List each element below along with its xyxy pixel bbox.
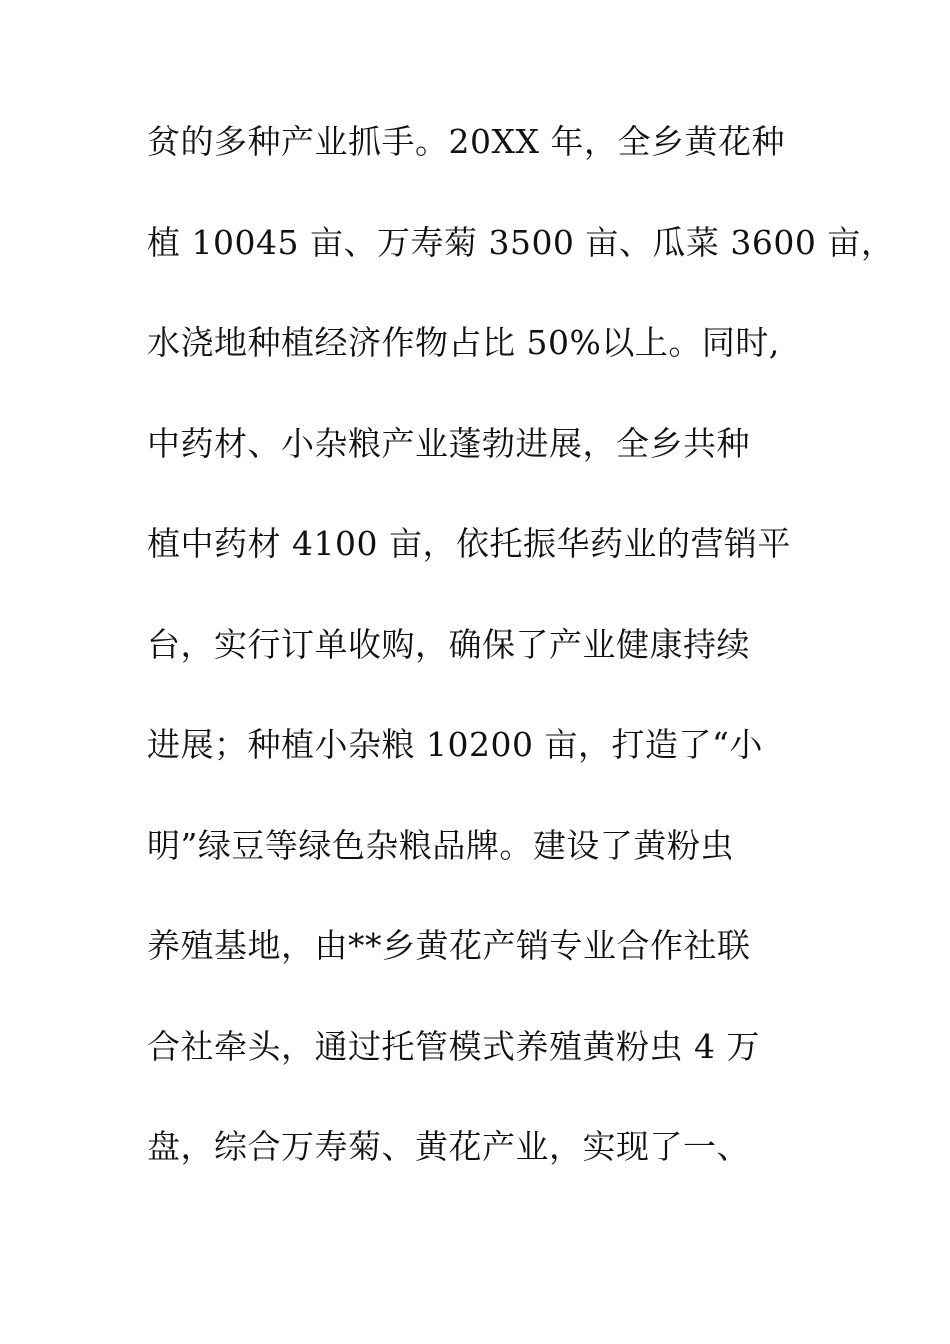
text-line-8: 明”绿豆等绿色杂粮品牌。建设了黄粉虫: [147, 825, 734, 865]
text-line-1: 贫的多种产业抓手。20XX 年，全乡黄花种: [147, 122, 785, 161]
body-text: [147, 122, 895, 1232]
text-line-11: 盘，综合万寿菊、黄花产业，实现了一、: [147, 1127, 750, 1166]
text-line-6: 台，实行订单收购，确保了产业健康持续: [147, 624, 750, 664]
text-line-9: 养殖基地，由**乡黄花产销专业合作社联: [147, 926, 751, 965]
text-line-3: 水浇地种植经济作物占比 50%以上。同时,: [147, 323, 780, 362]
text-line-10: 合社牵头，通过托管模式养殖黄粉虫 4 万: [147, 1026, 760, 1066]
text-line-2: 植 10045 亩、万寿菊 3500 亩、瓜菜 3600 亩，: [147, 222, 895, 262]
text-line-4: 中药材、小杂粮产业蓬勃进展，全乡共种: [147, 423, 750, 463]
text-line-5: 植中药材 4100 亩，依托振华药业的营销平: [147, 524, 791, 563]
text-line-7: 进展；种植小杂粮 10200 亩，打造了“小: [147, 725, 763, 764]
